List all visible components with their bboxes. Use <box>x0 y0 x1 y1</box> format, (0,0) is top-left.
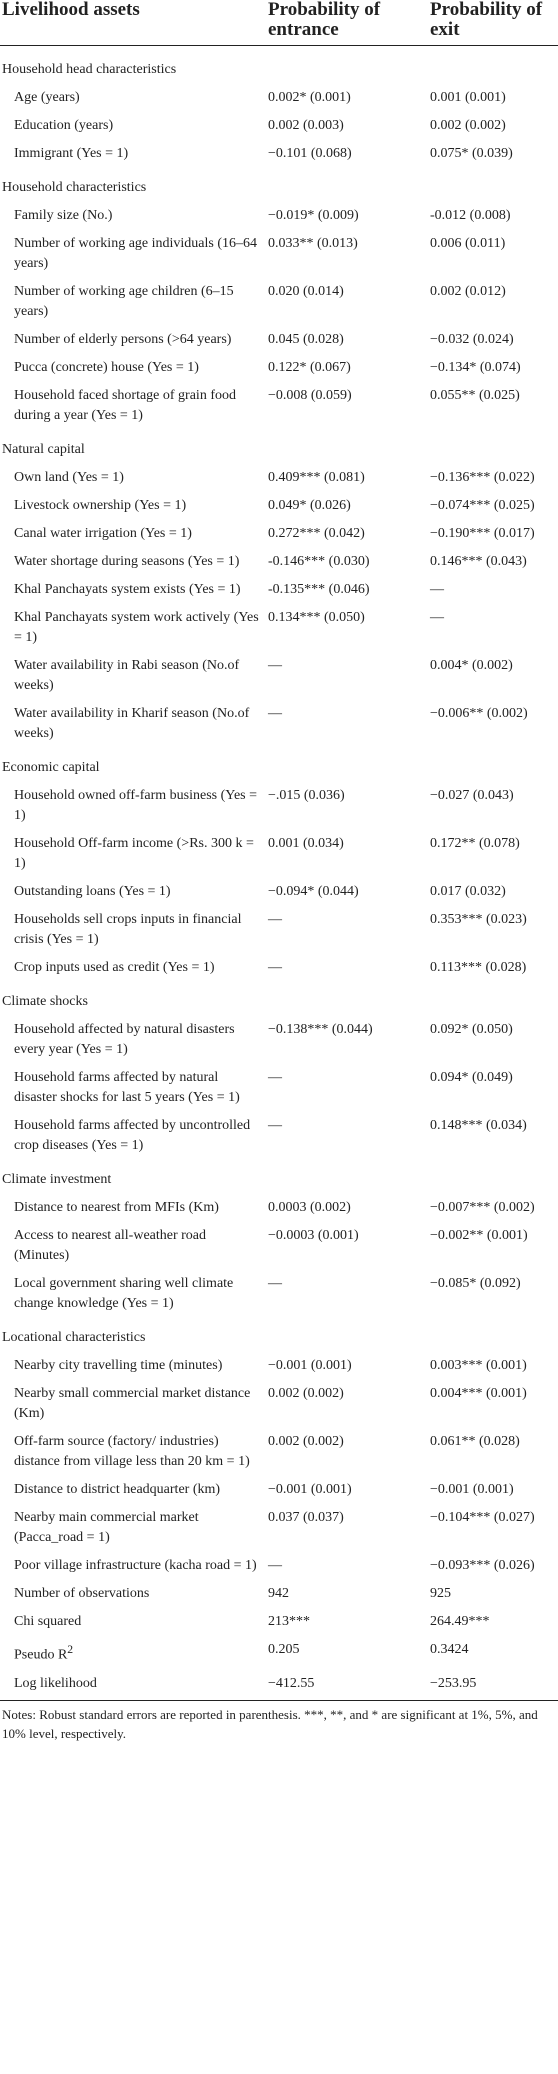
row-label: Household Off-farm income (>Rs. 300 k = 1) <box>14 836 254 871</box>
entrance-value: 0.045 (0.028) <box>268 332 344 347</box>
table-row <box>0 1266 558 1314</box>
row-label: Canal water irrigation (Yes = 1) <box>14 526 192 541</box>
table-row <box>0 572 558 600</box>
table-row <box>0 950 558 978</box>
table-row <box>0 1548 558 1576</box>
summary-exit: 0.3424 <box>430 1642 469 1657</box>
row-label: Number of working age individuals (16–64 years) <box>14 236 258 271</box>
entrance-value: −0.0003 (0.001) <box>268 1228 359 1243</box>
exit-value: −0.001 (0.001) <box>430 1482 514 1497</box>
section-title: Climate shocks <box>2 994 88 1009</box>
section-row <box>0 1314 558 1348</box>
table-row <box>0 1218 558 1266</box>
entrance-value: — <box>268 1276 282 1291</box>
summary-label-text: Pseudo R <box>14 1647 68 1663</box>
exit-value: 0.003*** (0.001) <box>430 1358 527 1373</box>
table-row <box>0 1348 558 1376</box>
exit-value: 0.004* (0.002) <box>430 658 513 673</box>
summary-row <box>0 1666 558 1701</box>
summary-exit: −253.95 <box>430 1666 558 1701</box>
row-label: Family size (No.) <box>14 208 113 223</box>
row-label: Water shortage during seasons (Yes = 1) <box>14 554 240 569</box>
entrance-value: — <box>268 912 282 927</box>
entrance-value: 0.002 (0.002) <box>268 1434 344 1449</box>
exit-value: −0.136*** (0.022) <box>430 470 535 485</box>
table-row <box>0 136 558 164</box>
exit-value: −0.002** (0.001) <box>430 1228 528 1243</box>
exit-value: 0.001 (0.001) <box>430 90 506 105</box>
exit-value: 0.061** (0.028) <box>430 1434 520 1449</box>
exit-value: 0.006 (0.011) <box>430 236 506 251</box>
exit-value: — <box>430 582 444 597</box>
entrance-value: 0.002 (0.002) <box>268 1386 344 1401</box>
row-label: Households sell crops inputs in financial crisis (Yes = 1) <box>14 912 242 947</box>
table-row <box>0 350 558 378</box>
row-label: Khal Panchayats system exists (Yes = 1) <box>14 582 241 597</box>
entrance-value: −0.001 (0.001) <box>268 1358 352 1373</box>
header-probability-entrance: Probability of entrance <box>268 0 430 46</box>
row-label: Pucca (concrete) house (Yes = 1) <box>14 360 199 375</box>
table-row <box>0 1472 558 1500</box>
summary-exit: 925 <box>430 1586 451 1601</box>
entrance-value: −.015 (0.036) <box>268 788 345 803</box>
exit-value: −0.093*** (0.026) <box>430 1558 535 1573</box>
entrance-value: — <box>268 658 282 673</box>
exit-value: −0.190*** (0.017) <box>430 526 535 541</box>
table-row <box>0 108 558 136</box>
summary-label <box>0 1576 268 1604</box>
exit-value: — <box>430 610 444 625</box>
section-row <box>0 978 558 1012</box>
row-label: Off-farm source (factory/ industries) distance from village less than 20 km = 1) <box>14 1434 250 1469</box>
section-row <box>0 46 558 81</box>
table-row <box>0 488 558 516</box>
header-livelihood-assets: Livelihood assets <box>0 0 268 46</box>
summary-entrance: 0.205 <box>268 1642 300 1657</box>
entrance-value: 0.122* (0.067) <box>268 360 351 375</box>
row-label: Outstanding loans (Yes = 1) <box>14 884 171 899</box>
table-row <box>0 460 558 488</box>
section-row <box>0 1156 558 1190</box>
entrance-value: 0.033** (0.013) <box>268 236 358 251</box>
summary-row <box>0 1632 558 1666</box>
table-row <box>0 600 558 648</box>
table-row <box>0 1376 558 1424</box>
table-row <box>0 1108 558 1156</box>
table-notes: Notes: Robust standard errors are reported in parenthesis. ***, **, and * are significant at 1%, 5%, and 10% level, respectively. <box>2 1706 538 1741</box>
table-body <box>0 46 558 1701</box>
section-title: Household head characteristics <box>2 62 177 77</box>
table-row <box>0 1060 558 1108</box>
section-title: Climate investment <box>2 1172 112 1187</box>
exit-value: −0.134* (0.074) <box>430 360 521 375</box>
summary-entrance: 942 <box>268 1586 289 1601</box>
entrance-value: 0.037 (0.037) <box>268 1510 344 1525</box>
row-label: Livestock ownership (Yes = 1) <box>14 498 187 513</box>
summary-label <box>0 1666 268 1701</box>
exit-value: 0.055** (0.025) <box>430 388 520 403</box>
exit-value: 0.004*** (0.001) <box>430 1386 527 1401</box>
row-label: Distance to nearest from MFIs (Km) <box>14 1200 219 1215</box>
table-row <box>0 274 558 322</box>
exit-value: 0.002 (0.012) <box>430 284 506 299</box>
row-label: Household affected by natural disasters every year (Yes = 1) <box>14 1022 235 1057</box>
row-label: Number of elderly persons (>64 years) <box>14 332 232 347</box>
summary-row <box>0 1576 558 1604</box>
entrance-value: −0.138*** (0.044) <box>268 1022 373 1037</box>
table-row <box>0 1012 558 1060</box>
table-row <box>0 826 558 874</box>
row-label: Access to nearest all-weather road (Minutes) <box>14 1228 207 1263</box>
table-row <box>0 648 558 696</box>
row-label: Distance to district headquarter (km) <box>14 1482 221 1497</box>
exit-value: 0.075* (0.039) <box>430 146 513 161</box>
table-row <box>0 544 558 572</box>
entrance-value: -0.146*** (0.030) <box>268 554 370 569</box>
row-label: Water availability in Rabi season (No.of weeks) <box>14 658 240 693</box>
summary-exit: 264.49*** <box>430 1614 490 1629</box>
summary-entrance: −412.55 <box>268 1666 430 1701</box>
entrance-value: — <box>268 1558 282 1573</box>
section-title: Household characteristics <box>2 180 147 195</box>
row-label: Water availability in Kharif season (No.of weeks) <box>14 706 250 741</box>
exit-value: −0.104*** (0.027) <box>430 1510 535 1525</box>
summary-label-text: Chi squared <box>14 1614 82 1629</box>
row-label: Nearby small commercial market distance (Km) <box>14 1386 251 1421</box>
entrance-value: −0.094* (0.044) <box>268 884 359 899</box>
table-row <box>0 322 558 350</box>
header-probability-exit: Probability of exit <box>430 0 558 46</box>
entrance-value: −0.101 (0.068) <box>268 146 352 161</box>
exit-value: −0.032 (0.024) <box>430 332 514 347</box>
exit-value: −0.007*** (0.002) <box>430 1200 535 1215</box>
table-row <box>0 378 558 426</box>
row-label: Immigrant (Yes = 1) <box>14 146 129 161</box>
exit-value: 0.148*** (0.034) <box>430 1118 527 1133</box>
exit-value: 0.353*** (0.023) <box>430 912 527 927</box>
entrance-value: — <box>268 1070 282 1085</box>
entrance-value: −0.001 (0.001) <box>268 1482 352 1497</box>
entrance-value: 0.409*** (0.081) <box>268 470 365 485</box>
header-row <box>0 0 558 46</box>
row-label: Own land (Yes = 1) <box>14 470 124 485</box>
exit-value: 0.092* (0.050) <box>430 1022 513 1037</box>
row-label: Nearby city travelling time (minutes) <box>14 1358 223 1373</box>
exit-value: 0.002 (0.002) <box>430 118 506 133</box>
section-title: Locational characteristics <box>2 1330 146 1345</box>
entrance-value: — <box>268 706 282 721</box>
entrance-value: 0.272*** (0.042) <box>268 526 365 541</box>
exit-value: 0.094* (0.049) <box>430 1070 513 1085</box>
summary-label <box>0 1604 268 1632</box>
summary-label <box>0 1632 268 1666</box>
exit-value: 0.017 (0.032) <box>430 884 506 899</box>
section-title: Natural capital <box>2 442 85 457</box>
entrance-value: 0.049* (0.026) <box>268 498 351 513</box>
section-row <box>0 426 558 460</box>
entrance-value: -0.135*** (0.046) <box>268 582 370 597</box>
table-row <box>0 1500 558 1548</box>
exit-value: −0.006** (0.002) <box>430 706 528 721</box>
summary-entrance: 213*** <box>268 1614 310 1629</box>
table-row <box>0 696 558 744</box>
table-row <box>0 1190 558 1218</box>
exit-value: −0.074*** (0.025) <box>430 498 535 513</box>
summary-label-superscript: 2 <box>67 1643 74 1656</box>
entrance-value: 0.020 (0.014) <box>268 284 344 299</box>
row-label: Household farms affected by natural disaster shocks for last 5 years (Yes = 1) <box>14 1070 240 1105</box>
exit-value: 0.113*** (0.028) <box>430 960 527 975</box>
row-label: Number of working age children (6–15 years) <box>14 284 234 319</box>
summary-label-text: Number of observations <box>14 1586 150 1601</box>
row-label: Household faced shortage of grain food during a year (Yes = 1) <box>14 388 236 423</box>
entrance-value: −0.019* (0.009) <box>268 208 359 223</box>
exit-value: −0.085* (0.092) <box>430 1276 521 1291</box>
row-label: Age (years) <box>14 90 80 105</box>
row-label: Household owned off-farm business (Yes = 1) <box>14 788 258 823</box>
exit-value: -0.012 (0.008) <box>430 208 511 223</box>
row-label: Poor village infrastructure (kacha road = 1) <box>14 1558 257 1573</box>
summary-row <box>0 1604 558 1632</box>
summary-label-text: Log likelihood <box>14 1675 97 1691</box>
section-row <box>0 744 558 778</box>
table-row <box>0 902 558 950</box>
entrance-value: — <box>268 960 282 975</box>
table-row <box>0 874 558 902</box>
section-row <box>0 164 558 198</box>
row-label: Household farms affected by uncontrolled crop diseases (Yes = 1) <box>14 1118 251 1153</box>
row-label: Khal Panchayats system work actively (Yes = 1) <box>14 610 259 645</box>
entrance-value: 0.002* (0.001) <box>268 90 351 105</box>
entrance-value: −0.008 (0.059) <box>268 388 352 403</box>
entrance-value: 0.001 (0.034) <box>268 836 344 851</box>
section-title: Economic capital <box>2 760 100 775</box>
entrance-value: 0.134*** (0.050) <box>268 610 365 625</box>
table-row <box>0 1424 558 1472</box>
exit-value: 0.146*** (0.043) <box>430 554 527 569</box>
table-row <box>0 198 558 226</box>
table-row <box>0 516 558 544</box>
exit-value: −0.027 (0.043) <box>430 788 514 803</box>
table-row <box>0 226 558 274</box>
table-row <box>0 80 558 108</box>
row-label: Education (years) <box>14 118 114 133</box>
row-label: Local government sharing well climate change knowledge (Yes = 1) <box>14 1276 234 1311</box>
row-label: Nearby main commercial market (Pacca_road = 1) <box>14 1510 199 1545</box>
table-row <box>0 778 558 826</box>
exit-value: 0.172** (0.078) <box>430 836 520 851</box>
entrance-value: 0.002 (0.003) <box>268 118 344 133</box>
entrance-value: 0.0003 (0.002) <box>268 1200 351 1215</box>
entrance-value: — <box>268 1118 282 1133</box>
row-label: Crop inputs used as credit (Yes = 1) <box>14 960 215 975</box>
